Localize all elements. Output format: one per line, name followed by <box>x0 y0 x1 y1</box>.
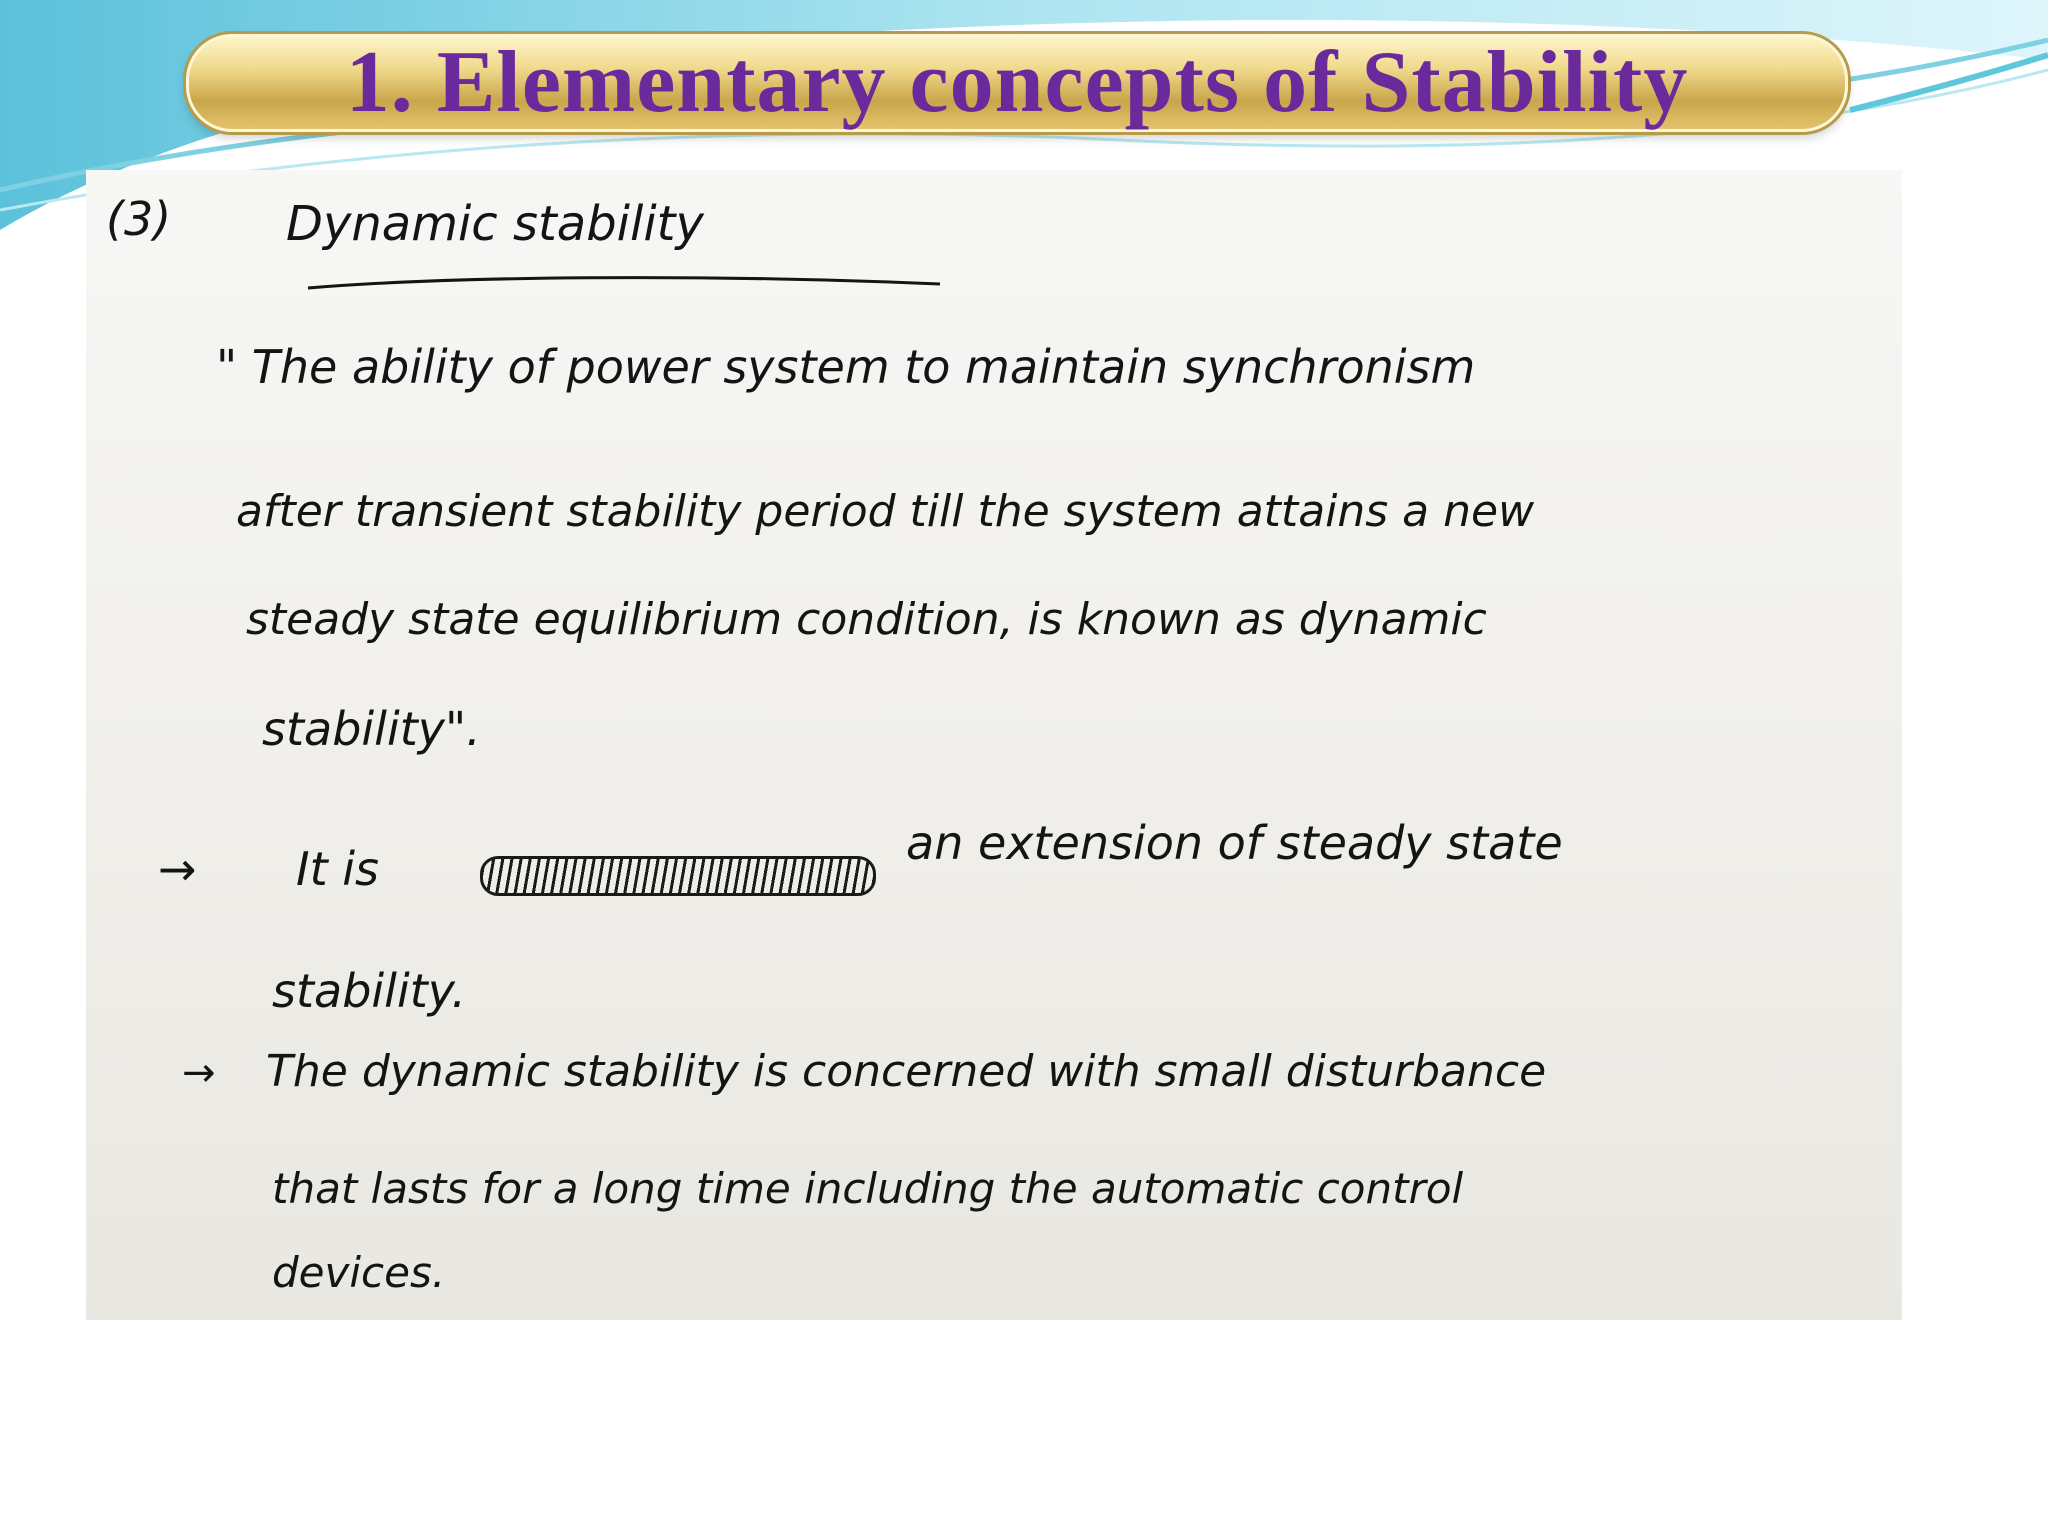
slide-title: 1. Elementary concepts of Stability <box>345 34 1689 131</box>
definition-line-4: stability". <box>262 702 481 756</box>
heading-number: (3) <box>106 192 172 246</box>
bullet-2-continuation-2: devices. <box>272 1248 446 1297</box>
bullet-2-text: The dynamic stability is concerned with small disturbance <box>266 1046 1547 1097</box>
bullet-1-lead: It is <box>296 842 379 896</box>
definition-line-2: after transient stability period till the system attains a new <box>236 486 1535 537</box>
title-banner <box>186 34 1848 132</box>
bullet-1-text: an extension of steady state <box>906 816 1563 870</box>
bullet-2-continuation-1: that lasts for a long time including the automatic control <box>272 1164 1464 1213</box>
struck-out-text <box>480 856 876 896</box>
definition-line-3: steady state equilibrium condition, is known as dynamic <box>246 594 1487 645</box>
definition-line-1: " The ability of power system to maintain synchronism <box>216 340 1476 394</box>
bullet-arrow-1: → <box>158 842 197 896</box>
handwritten-notes-image <box>86 170 1902 1320</box>
bullet-arrow-2: → <box>182 1050 216 1096</box>
heading-underline <box>304 270 944 300</box>
notes-heading: Dynamic stability <box>286 196 704 252</box>
bullet-1-continuation: stability. <box>272 964 467 1018</box>
